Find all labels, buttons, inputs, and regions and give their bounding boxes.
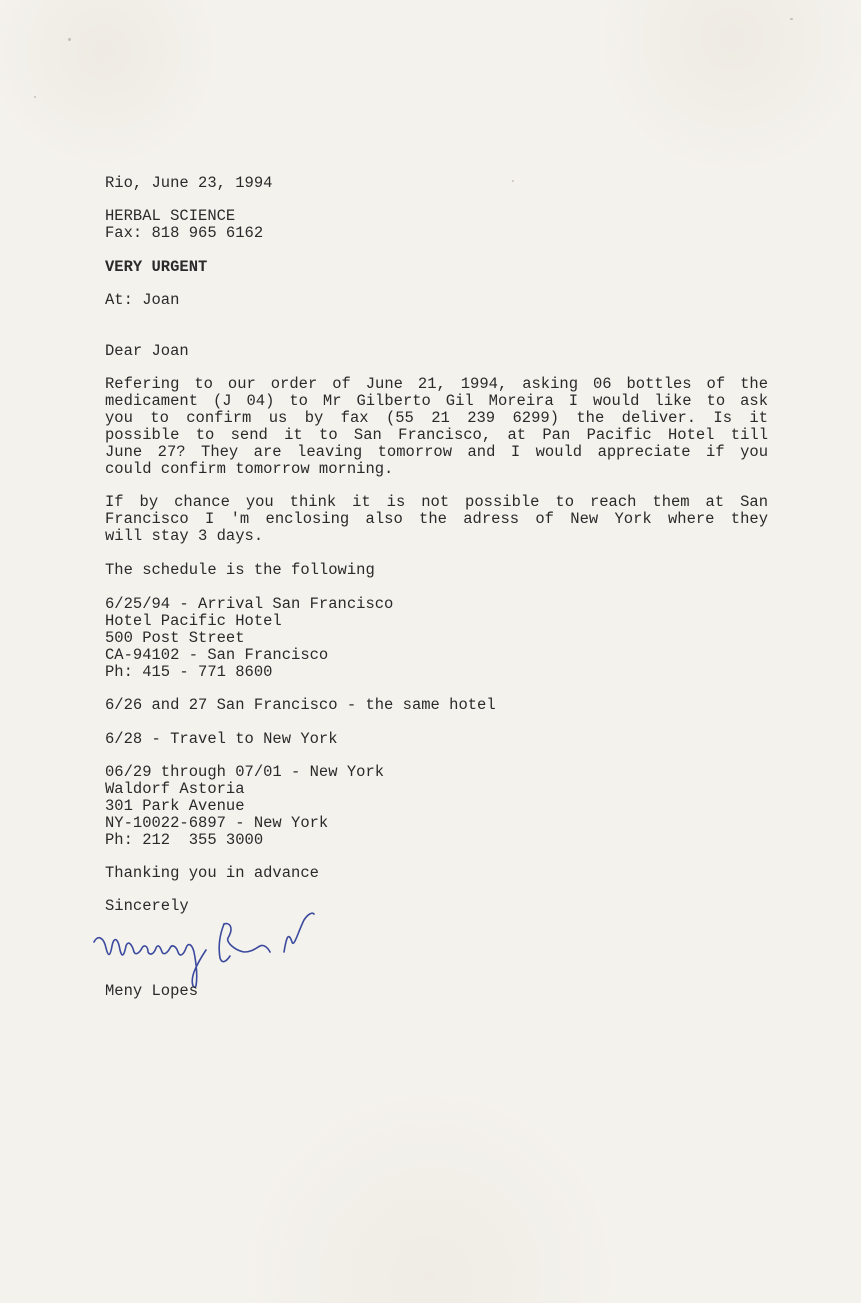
- paragraph-line: possible to send it to San Francisco, at Pan Pacific Hotel till: [105, 427, 768, 444]
- urgency-label: VERY URGENT: [105, 258, 208, 276]
- signature-name: Meny Lopes: [105, 982, 199, 1000]
- schedule-ny-hotel: Waldorf Astoria: [105, 780, 245, 798]
- paragraph-line: you to confirm us by fax (55 21 239 6299) the deliver. Is it: [105, 410, 768, 427]
- schedule-ny-phone: Ph: 212 355 3000: [105, 831, 264, 849]
- schedule-sf-hotel: Hotel Pacific Hotel: [105, 612, 282, 630]
- schedule-sf-arrival: 6/25/94 - Arrival San Francisco: [105, 595, 394, 613]
- paper-speck: [68, 38, 71, 41]
- body-paragraph-1: [105, 376, 768, 478]
- body-paragraph-2: [105, 494, 768, 545]
- paragraph-line: If by chance you think it is not possible to reach them at San: [105, 494, 768, 511]
- schedule-sf-street: 500 Post Street: [105, 629, 245, 647]
- paragraph-line: medicament (J 04) to Mr Gilberto Gil Moreira I would like to ask: [105, 393, 768, 410]
- paragraph-line: Francisco I 'm enclosing also the adress of New York where they: [105, 511, 768, 528]
- thanks-line: Thanking you in advance: [105, 864, 319, 882]
- schedule-sf-phone: Ph: 415 - 771 8600: [105, 663, 273, 681]
- handwritten-signature: [88, 912, 328, 992]
- schedule-intro: The schedule is the following: [105, 561, 375, 579]
- schedule-ny-city: NY-10022-6897 - New York: [105, 814, 329, 832]
- schedule-sf-city: CA-94102 - San Francisco: [105, 646, 329, 664]
- closing-line: Sincerely: [105, 897, 189, 915]
- attention-line: At: Joan: [105, 291, 180, 309]
- paragraph-line: June 27? They are leaving tomorrow and I would appreciate if you: [105, 444, 768, 461]
- schedule-sf-stay: 6/26 and 27 San Francisco - the same hotel: [105, 696, 496, 714]
- paragraph-line: could confirm tomorrow morning.: [105, 461, 394, 478]
- schedule-ny-dates: 06/29 through 07/01 - New York: [105, 763, 385, 781]
- paragraph-line: Refering to our order of June 21, 1994, asking 06 bottles of the: [105, 376, 768, 393]
- recipient-fax: Fax: 818 965 6162: [105, 224, 264, 242]
- paper-speck: [790, 18, 793, 20]
- paragraph-line: will stay 3 days.: [105, 528, 264, 545]
- recipient-company: HERBAL SCIENCE: [105, 207, 236, 225]
- paper-speck: [512, 180, 514, 182]
- schedule-ny-street: 301 Park Avenue: [105, 797, 245, 815]
- paper-speck: [34, 96, 36, 98]
- salutation: Dear Joan: [105, 342, 189, 360]
- letter-date: Rio, June 23, 1994: [105, 174, 273, 192]
- schedule-travel: 6/28 - Travel to New York: [105, 730, 338, 748]
